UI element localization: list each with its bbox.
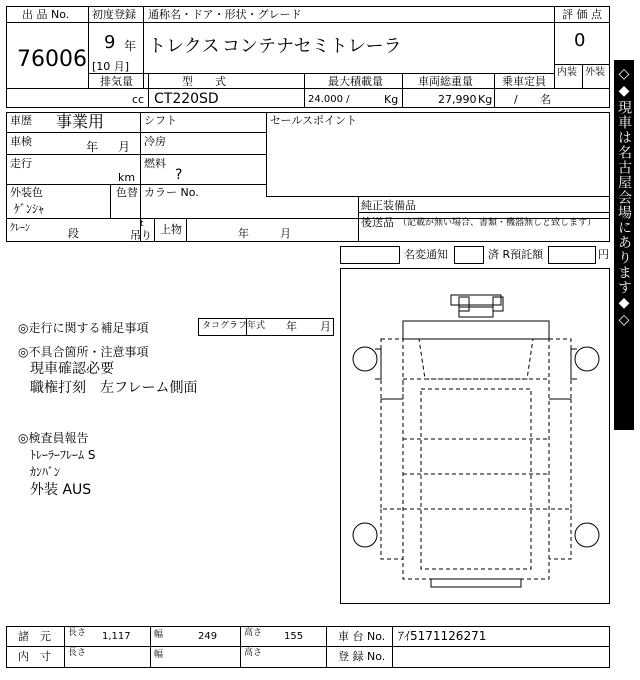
right-side-panel: [549, 399, 571, 509]
mirror-left: [459, 297, 469, 311]
tacho-year-unit: 年: [286, 320, 297, 333]
divider: [304, 73, 305, 108]
inspection-year-unit: 年: [86, 140, 99, 154]
score-value: 0: [574, 30, 586, 51]
cab-body: [403, 321, 549, 339]
lift-month-unit: 月: [280, 227, 291, 240]
color-code-label: 色替: [116, 186, 138, 199]
gross-weight-unit: Kg: [478, 93, 493, 106]
height-value: 155: [284, 631, 304, 642]
name-change-box: [340, 246, 400, 264]
divider: [582, 64, 583, 88]
inspection-label: 車検: [10, 135, 32, 148]
lot-no-label: 出 品 No.: [22, 8, 70, 21]
right-door: [549, 339, 571, 399]
color-no-label: カラー No.: [144, 186, 199, 199]
report-2: ｶﾝﾊﾞﾝ: [30, 465, 61, 479]
gross-weight-label: 車両総重量: [418, 75, 473, 88]
tyre-front-left: [353, 347, 377, 371]
divider: [88, 73, 554, 74]
divider: [6, 88, 610, 89]
crane-ton-unit: t: [140, 219, 144, 229]
divider: [358, 212, 610, 213]
defect-1: 現車確認必要: [30, 361, 114, 377]
length-label: 長さ: [68, 628, 87, 638]
first-reg-label: 初度登録: [92, 8, 136, 21]
inspection-month-unit: 月: [118, 140, 131, 154]
ac-label: 冷房: [144, 135, 166, 148]
gross-weight-value: 27,990: [438, 93, 477, 106]
displacement-label: 排気量: [100, 75, 133, 88]
height-label-2: 高さ: [244, 648, 263, 658]
fuel-label: 燃料: [144, 157, 166, 170]
crane-label: ｸﾚｰﾝ: [10, 223, 30, 234]
rear-left-panel: [381, 509, 403, 559]
tacho-label: タコグラフ年式: [202, 321, 266, 331]
height-label: 高さ: [244, 628, 263, 638]
color-label: 外装色: [10, 186, 43, 199]
length-value: 1,117: [102, 631, 131, 642]
lift-year-unit: 年: [238, 227, 249, 240]
mileage-note-label: ◎走行に関する補足事項: [18, 321, 149, 335]
vehicle-diagram: [341, 269, 609, 603]
first-reg-month: [10 月]: [92, 60, 130, 73]
divider: [143, 6, 144, 88]
rear-bumper: [431, 579, 521, 587]
divider: [494, 73, 495, 108]
name-change-value-box: [454, 246, 484, 264]
history-value: 事業用: [56, 112, 105, 131]
chassis-label: 車 台 No.: [338, 630, 386, 643]
divider: [266, 112, 267, 196]
displacement-unit: cc: [132, 93, 145, 106]
rear-right-panel: [549, 509, 571, 559]
width-label-2: 幅: [154, 650, 164, 660]
first-reg-year: 9: [104, 32, 116, 53]
inspector-label: ◎検査員報告: [18, 431, 89, 445]
lot-no: 76006: [17, 47, 87, 72]
report-1: ﾄﾚｰﾗｰﾌﾚｰﾑ S: [30, 448, 96, 462]
divider: [326, 626, 327, 668]
interior-dims-label: 内 寸: [18, 650, 51, 663]
year-unit: 年: [124, 39, 137, 53]
recycle-label: 済 R預託額: [488, 248, 544, 261]
spec-label: 諸 元: [18, 630, 51, 643]
capacity-unit: 名: [540, 93, 551, 106]
chassis-value: ｱｲ5171126271: [398, 629, 487, 643]
interior-label: 内装: [557, 67, 577, 78]
divider: [64, 626, 65, 668]
sales-point-label: セールスポイント: [270, 114, 358, 127]
divider: [358, 196, 359, 242]
dims-frame: [6, 626, 610, 668]
left-side-panel: [381, 399, 403, 509]
divider: [150, 626, 151, 668]
divider: [6, 22, 610, 23]
exterior-label: 外装: [585, 67, 605, 78]
vehicle-name: トレクス: [148, 36, 220, 57]
options-label: 後送品: [361, 216, 394, 229]
divider: [240, 626, 241, 668]
cargo-body: [403, 379, 549, 579]
crane-hang-unit: 吊り: [130, 229, 152, 242]
location-banner-text: ◇◆現車は名古屋会場にあります◆◇: [616, 66, 632, 329]
name-change-label: 名変通知: [404, 248, 448, 261]
left-door: [381, 339, 403, 399]
defects-label: ◎不具合箇所・注意事項: [18, 345, 149, 359]
recycle-value-box: [548, 246, 596, 264]
divider: [6, 184, 266, 185]
length-label-2: 長さ: [68, 648, 87, 658]
reg-label: 登 録 No.: [338, 650, 386, 663]
yen-label: 円: [598, 248, 609, 261]
cargo-floor: [421, 389, 531, 569]
divider: [554, 6, 555, 88]
width-label: 幅: [154, 630, 164, 640]
model-label: 型 式: [182, 75, 226, 88]
color-value: ｹﾞﾝｼｬ: [14, 202, 45, 216]
crane-stage-unit: 段: [68, 227, 79, 240]
fuel-value: ?: [175, 167, 183, 183]
max-load-unit: Kg: [384, 93, 399, 106]
vehicle-diagram-frame: [340, 268, 610, 604]
width-value: 249: [198, 631, 218, 642]
genuine-label: 純正装備品: [361, 199, 416, 212]
max-load-label: 最大積載量: [328, 75, 383, 88]
divider: [266, 196, 610, 197]
windshield: [459, 307, 493, 317]
model-value: CT220SD: [154, 91, 219, 107]
divider: [186, 218, 187, 242]
divider: [154, 218, 155, 242]
vehicle-desc: コンテナセミトレーラ: [222, 36, 402, 57]
max-load-value: 24.000 /: [308, 94, 350, 105]
cab-front: [419, 339, 533, 379]
defect-2: 職権打刻 左フレーム側面: [30, 380, 198, 396]
divider: [6, 646, 610, 647]
divider: [402, 73, 403, 108]
mileage-label: 走行: [10, 157, 32, 170]
divider: [88, 6, 89, 88]
tyre-rear-right: [575, 523, 599, 547]
score-label: 評 価 点: [562, 8, 602, 21]
location-banner: [614, 60, 634, 430]
capacity-slash: /: [514, 93, 518, 106]
divider: [6, 132, 266, 133]
capacity-label: 乗車定員: [502, 75, 546, 88]
mileage-unit: km: [118, 171, 136, 184]
lift-label: 上物: [160, 223, 182, 236]
tyre-front-right: [575, 347, 599, 371]
shift-label: シフト: [144, 114, 177, 127]
history-label: 車歴: [10, 114, 32, 127]
options-note: （記載が無い場合、書類・機器無しと致します）: [398, 218, 597, 228]
tacho-month-unit: 月: [320, 320, 331, 333]
tyre-rear-left: [353, 523, 377, 547]
report-3: 外装 AUS: [30, 482, 92, 498]
divider: [110, 184, 111, 218]
divider: [392, 626, 393, 668]
divider: [148, 73, 149, 108]
name-label: 通称名・ドア・形状・グレード: [148, 8, 302, 21]
divider: [6, 154, 266, 155]
